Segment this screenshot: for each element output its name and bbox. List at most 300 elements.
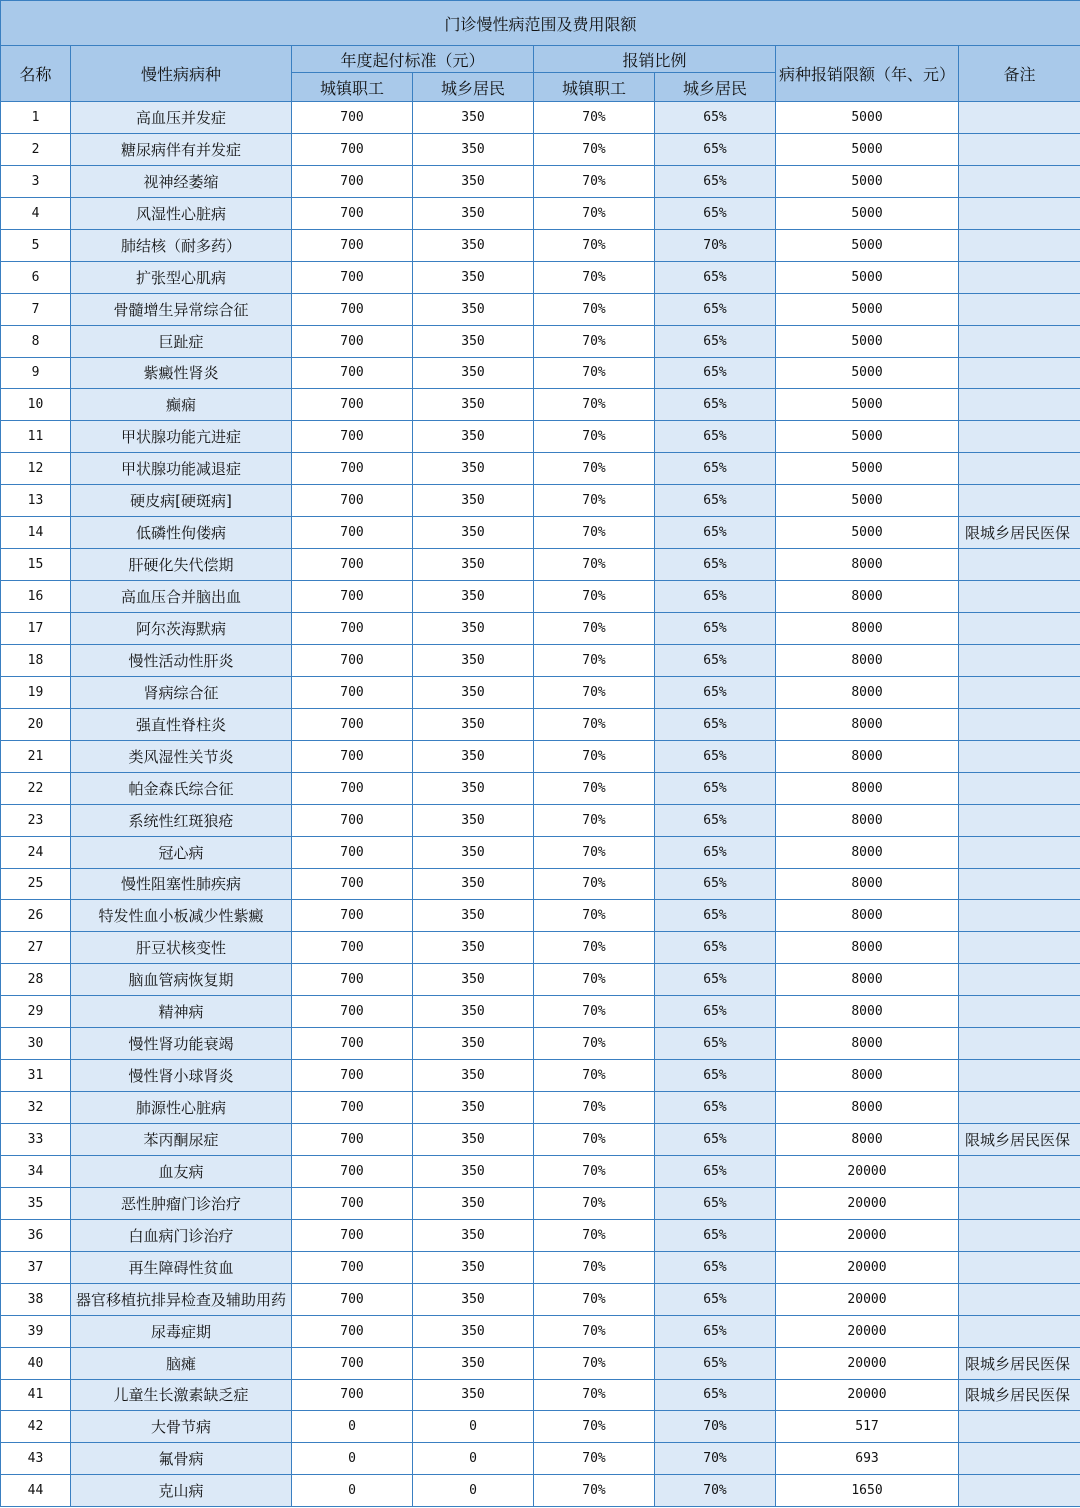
- cell-ratio-worker: 70%: [534, 357, 655, 389]
- cell-ratio-resident: 65%: [655, 1219, 776, 1251]
- cell-deductible-worker: 700: [292, 1187, 413, 1219]
- cell-index: 33: [1, 1124, 71, 1156]
- cell-ratio-worker: 70%: [534, 389, 655, 421]
- cell-deductible-resident: 350: [413, 868, 534, 900]
- cell-disease-name: 风湿性心脏病: [71, 197, 292, 229]
- cell-deductible-resident: 350: [413, 996, 534, 1028]
- cell-deductible-worker: 700: [292, 1347, 413, 1379]
- cell-index: 36: [1, 1219, 71, 1251]
- cell-ratio-resident: 65%: [655, 1155, 776, 1187]
- table-row: [1, 1155, 1080, 1187]
- cell-ratio-resident: 65%: [655, 325, 776, 357]
- cell-note: [959, 996, 1080, 1028]
- cell-limit: 8000: [776, 644, 959, 676]
- cell-limit: 5000: [776, 197, 959, 229]
- cell-disease-name: 糖尿病伴有并发症: [71, 133, 292, 165]
- cell-limit: 5000: [776, 229, 959, 261]
- cell-note: [959, 708, 1080, 740]
- cell-ratio-worker: 70%: [534, 1155, 655, 1187]
- cell-limit: 20000: [776, 1379, 959, 1411]
- cell-index: 28: [1, 964, 71, 996]
- cell-deductible-worker: 700: [292, 102, 413, 134]
- cell-note: [959, 964, 1080, 996]
- table-row: [1, 964, 1080, 996]
- cell-deductible-resident: 350: [413, 644, 534, 676]
- cell-disease-name: 低磷性佝偻病: [71, 517, 292, 549]
- cell-note: [959, 1283, 1080, 1315]
- cell-deductible-worker: 700: [292, 836, 413, 868]
- cell-ratio-resident: 65%: [655, 133, 776, 165]
- cell-deductible-worker: 700: [292, 165, 413, 197]
- cell-limit: 8000: [776, 996, 959, 1028]
- cell-note: [959, 613, 1080, 645]
- cell-ratio-worker: 70%: [534, 197, 655, 229]
- cell-note: [959, 836, 1080, 868]
- cell-deductible-resident: 350: [413, 932, 534, 964]
- cell-disease-name: 苯丙酮尿症: [71, 1124, 292, 1156]
- cell-ratio-resident: 65%: [655, 102, 776, 134]
- cell-index: 35: [1, 1187, 71, 1219]
- cell-disease-name: 紫癜性肾炎: [71, 357, 292, 389]
- cell-ratio-resident: 65%: [655, 676, 776, 708]
- cell-limit: 8000: [776, 804, 959, 836]
- cell-disease-name: 甲状腺功能亢进症: [71, 421, 292, 453]
- cell-ratio-worker: 70%: [534, 900, 655, 932]
- cell-disease-name: 高血压并发症: [71, 102, 292, 134]
- cell-index: 27: [1, 932, 71, 964]
- cell-deductible-worker: 700: [292, 1155, 413, 1187]
- cell-limit: 8000: [776, 613, 959, 645]
- cell-ratio-resident: 65%: [655, 740, 776, 772]
- table-row: [1, 1315, 1080, 1347]
- table-row: [1, 804, 1080, 836]
- cell-disease-name: 帕金森氏综合征: [71, 772, 292, 804]
- cell-deductible-worker: 700: [292, 644, 413, 676]
- table-row: [1, 389, 1080, 421]
- cell-note: [959, 804, 1080, 836]
- cell-ratio-resident: 65%: [655, 453, 776, 485]
- table-row: [1, 836, 1080, 868]
- table-row: [1, 1219, 1080, 1251]
- cell-deductible-resident: 350: [413, 453, 534, 485]
- cell-limit: 5000: [776, 517, 959, 549]
- table-row: [1, 1028, 1080, 1060]
- cell-disease-name: 恶性肿瘤门诊治疗: [71, 1187, 292, 1219]
- cell-ratio-worker: 70%: [534, 1315, 655, 1347]
- cell-limit: 20000: [776, 1251, 959, 1283]
- header-index: 名称: [1, 46, 71, 102]
- cell-note: [959, 1187, 1080, 1219]
- table-row: [1, 1347, 1080, 1379]
- cell-limit: 8000: [776, 900, 959, 932]
- cell-limit: 8000: [776, 868, 959, 900]
- cell-ratio-worker: 70%: [534, 1283, 655, 1315]
- cell-index: 7: [1, 293, 71, 325]
- table-row: [1, 1092, 1080, 1124]
- cell-note: [959, 1315, 1080, 1347]
- cell-ratio-resident: 65%: [655, 1315, 776, 1347]
- cell-index: 18: [1, 644, 71, 676]
- cell-disease-name: 硬皮病[硬斑病]: [71, 485, 292, 517]
- cell-deductible-resident: 350: [413, 964, 534, 996]
- cell-index: 22: [1, 772, 71, 804]
- cell-deductible-worker: 700: [292, 1251, 413, 1283]
- cell-note: [959, 293, 1080, 325]
- cell-ratio-resident: 65%: [655, 708, 776, 740]
- cell-ratio-worker: 70%: [534, 613, 655, 645]
- cell-note: [959, 868, 1080, 900]
- cell-disease-name: 癫痫: [71, 389, 292, 421]
- cell-limit: 5000: [776, 165, 959, 197]
- cell-note: 限城乡居民医保: [959, 1124, 1080, 1156]
- cell-ratio-worker: 70%: [534, 229, 655, 261]
- cell-index: 24: [1, 836, 71, 868]
- cell-ratio-worker: 70%: [534, 804, 655, 836]
- cell-deductible-resident: 350: [413, 1251, 534, 1283]
- table-body: [1, 102, 1080, 1507]
- cell-deductible-resident: 350: [413, 804, 534, 836]
- cell-ratio-worker: 70%: [534, 1092, 655, 1124]
- header-deductible-group: 年度起付标准（元）: [292, 46, 534, 73]
- cell-deductible-worker: 700: [292, 772, 413, 804]
- cell-ratio-resident: 65%: [655, 996, 776, 1028]
- cell-limit: 20000: [776, 1315, 959, 1347]
- cell-ratio-worker: 70%: [534, 868, 655, 900]
- cell-limit: 20000: [776, 1155, 959, 1187]
- cell-deductible-resident: 350: [413, 261, 534, 293]
- cell-disease-name: 器官移植抗排异检查及辅助用药: [71, 1283, 292, 1315]
- cell-deductible-worker: 700: [292, 804, 413, 836]
- cell-ratio-worker: 70%: [534, 581, 655, 613]
- cell-disease-name: 血友病: [71, 1155, 292, 1187]
- cell-note: [959, 1251, 1080, 1283]
- cell-ratio-worker: 70%: [534, 165, 655, 197]
- cell-limit: 5000: [776, 389, 959, 421]
- cell-deductible-worker: 700: [292, 357, 413, 389]
- cell-ratio-worker: 70%: [534, 1219, 655, 1251]
- cell-note: [959, 1219, 1080, 1251]
- cell-index: 9: [1, 357, 71, 389]
- cell-index: 10: [1, 389, 71, 421]
- cell-index: 11: [1, 421, 71, 453]
- cell-ratio-resident: 65%: [655, 868, 776, 900]
- cell-index: 30: [1, 1028, 71, 1060]
- cell-index: 1: [1, 102, 71, 134]
- cell-disease-name: 慢性活动性肝炎: [71, 644, 292, 676]
- cell-deductible-worker: 700: [292, 421, 413, 453]
- cell-deductible-resident: 350: [413, 1092, 534, 1124]
- cell-index: 19: [1, 676, 71, 708]
- cell-index: 39: [1, 1315, 71, 1347]
- cell-ratio-resident: 70%: [655, 1411, 776, 1443]
- cell-ratio-resident: 70%: [655, 229, 776, 261]
- cell-ratio-worker: 70%: [534, 708, 655, 740]
- cell-note: [959, 581, 1080, 613]
- cell-limit: 5000: [776, 357, 959, 389]
- cell-limit: 8000: [776, 708, 959, 740]
- cell-deductible-worker: 700: [292, 1315, 413, 1347]
- cell-ratio-resident: 65%: [655, 900, 776, 932]
- cell-disease-name: 再生障碍性贫血: [71, 1251, 292, 1283]
- cell-deductible-resident: 0: [413, 1411, 534, 1443]
- cell-note: 限城乡居民医保: [959, 517, 1080, 549]
- cell-ratio-worker: 70%: [534, 932, 655, 964]
- cell-ratio-worker: 70%: [534, 1475, 655, 1507]
- cell-deductible-resident: 350: [413, 1124, 534, 1156]
- cell-ratio-resident: 65%: [655, 165, 776, 197]
- cell-ratio-resident: 65%: [655, 261, 776, 293]
- cell-note: [959, 389, 1080, 421]
- cell-ratio-resident: 65%: [655, 1092, 776, 1124]
- cell-deductible-resident: 350: [413, 1379, 534, 1411]
- cell-ratio-resident: 65%: [655, 197, 776, 229]
- cell-limit: 5000: [776, 261, 959, 293]
- cell-ratio-resident: 65%: [655, 613, 776, 645]
- cell-limit: 8000: [776, 836, 959, 868]
- table-row: [1, 293, 1080, 325]
- cell-deductible-resident: 350: [413, 485, 534, 517]
- cell-index: 14: [1, 517, 71, 549]
- cell-deductible-resident: 350: [413, 900, 534, 932]
- cell-deductible-worker: 700: [292, 1028, 413, 1060]
- cell-deductible-resident: 350: [413, 229, 534, 261]
- cell-deductible-worker: 700: [292, 964, 413, 996]
- cell-deductible-resident: 350: [413, 421, 534, 453]
- cell-deductible-worker: 700: [292, 1124, 413, 1156]
- cell-index: 37: [1, 1251, 71, 1283]
- cell-disease-name: 肺源性心脏病: [71, 1092, 292, 1124]
- cell-ratio-resident: 65%: [655, 389, 776, 421]
- cell-deductible-resident: 350: [413, 1060, 534, 1092]
- cell-note: [959, 932, 1080, 964]
- cell-index: 4: [1, 197, 71, 229]
- cell-ratio-resident: 65%: [655, 1060, 776, 1092]
- cell-ratio-resident: 65%: [655, 804, 776, 836]
- cell-index: 2: [1, 133, 71, 165]
- cell-deductible-resident: 350: [413, 1347, 534, 1379]
- cell-index: 25: [1, 868, 71, 900]
- cell-deductible-resident: 350: [413, 1219, 534, 1251]
- table-row: [1, 772, 1080, 804]
- cell-disease-name: 特发性血小板减少性紫癜: [71, 900, 292, 932]
- cell-deductible-resident: 350: [413, 1028, 534, 1060]
- cell-ratio-resident: 65%: [655, 964, 776, 996]
- cell-ratio-worker: 70%: [534, 836, 655, 868]
- cell-limit: 8000: [776, 1060, 959, 1092]
- cell-note: [959, 421, 1080, 453]
- header-ratio-resident: 城乡居民: [655, 73, 776, 102]
- cell-index: 16: [1, 581, 71, 613]
- cell-index: 13: [1, 485, 71, 517]
- cell-deductible-worker: 700: [292, 868, 413, 900]
- cell-index: 6: [1, 261, 71, 293]
- cell-ratio-worker: 70%: [534, 261, 655, 293]
- cell-disease-name: 大骨节病: [71, 1411, 292, 1443]
- table-row: [1, 1379, 1080, 1411]
- cell-ratio-worker: 70%: [534, 517, 655, 549]
- cell-deductible-resident: 350: [413, 389, 534, 421]
- cell-deductible-worker: 700: [292, 932, 413, 964]
- cell-disease-name: 慢性肾小球肾炎: [71, 1060, 292, 1092]
- cell-deductible-worker: 700: [292, 676, 413, 708]
- cell-ratio-resident: 65%: [655, 1347, 776, 1379]
- cell-deductible-worker: 700: [292, 325, 413, 357]
- cell-ratio-worker: 70%: [534, 996, 655, 1028]
- cell-note: [959, 197, 1080, 229]
- cell-ratio-worker: 70%: [534, 740, 655, 772]
- table-row: [1, 357, 1080, 389]
- cell-ratio-worker: 70%: [534, 1124, 655, 1156]
- cell-limit: 8000: [776, 1092, 959, 1124]
- table-row: [1, 644, 1080, 676]
- cell-limit: 8000: [776, 964, 959, 996]
- cell-note: [959, 1028, 1080, 1060]
- table-row: [1, 421, 1080, 453]
- cell-note: [959, 676, 1080, 708]
- cell-deductible-worker: 700: [292, 485, 413, 517]
- cell-index: 44: [1, 1475, 71, 1507]
- cell-deductible-worker: 700: [292, 900, 413, 932]
- cell-limit: 5000: [776, 293, 959, 325]
- cell-deductible-worker: 700: [292, 1092, 413, 1124]
- cell-deductible-resident: 350: [413, 357, 534, 389]
- table-row: [1, 485, 1080, 517]
- cell-deductible-worker: 700: [292, 389, 413, 421]
- cell-limit: 8000: [776, 772, 959, 804]
- cell-disease-name: 巨趾症: [71, 325, 292, 357]
- cell-disease-name: 肝硬化失代偿期: [71, 549, 292, 581]
- cell-limit: 5000: [776, 325, 959, 357]
- cell-ratio-worker: 70%: [534, 549, 655, 581]
- cell-disease-name: 脑血管病恢复期: [71, 964, 292, 996]
- header-ratio-group: 报销比例: [534, 46, 776, 73]
- cell-limit: 517: [776, 1411, 959, 1443]
- table-row: [1, 102, 1080, 134]
- table-row: [1, 261, 1080, 293]
- table-row: [1, 932, 1080, 964]
- cell-index: 43: [1, 1443, 71, 1475]
- cell-disease-name: 精神病: [71, 996, 292, 1028]
- cell-ratio-worker: 70%: [534, 325, 655, 357]
- cell-disease-name: 甲状腺功能减退症: [71, 453, 292, 485]
- cell-ratio-worker: 70%: [534, 1060, 655, 1092]
- cell-deductible-resident: 350: [413, 613, 534, 645]
- cell-deductible-resident: 350: [413, 708, 534, 740]
- cell-ratio-worker: 70%: [534, 676, 655, 708]
- cell-deductible-worker: 700: [292, 1060, 413, 1092]
- cell-ratio-resident: 65%: [655, 1251, 776, 1283]
- table-row: [1, 197, 1080, 229]
- cell-note: 限城乡居民医保: [959, 1379, 1080, 1411]
- table-row: [1, 996, 1080, 1028]
- cell-deductible-resident: 350: [413, 325, 534, 357]
- table-row: [1, 325, 1080, 357]
- table-row: [1, 581, 1080, 613]
- cell-index: 42: [1, 1411, 71, 1443]
- cell-ratio-resident: 65%: [655, 549, 776, 581]
- cell-limit: 8000: [776, 676, 959, 708]
- table-row: [1, 165, 1080, 197]
- cell-ratio-worker: 70%: [534, 1443, 655, 1475]
- cell-deductible-worker: 700: [292, 1379, 413, 1411]
- cell-deductible-resident: 350: [413, 1187, 534, 1219]
- cell-deductible-resident: 350: [413, 133, 534, 165]
- cell-deductible-resident: 0: [413, 1443, 534, 1475]
- cell-index: 5: [1, 229, 71, 261]
- cell-index: 12: [1, 453, 71, 485]
- cell-deductible-worker: 700: [292, 229, 413, 261]
- cell-disease-name: 系统性红斑狼疮: [71, 804, 292, 836]
- cell-index: 3: [1, 165, 71, 197]
- cell-note: 限城乡居民医保: [959, 1347, 1080, 1379]
- cell-disease-name: 儿童生长激素缺乏症: [71, 1379, 292, 1411]
- cell-index: 31: [1, 1060, 71, 1092]
- cell-note: [959, 165, 1080, 197]
- cell-note: [959, 772, 1080, 804]
- cell-ratio-resident: 65%: [655, 836, 776, 868]
- cell-ratio-resident: 65%: [655, 581, 776, 613]
- cell-limit: 20000: [776, 1347, 959, 1379]
- cell-disease-name: 肝豆状核变性: [71, 932, 292, 964]
- cell-disease-name: 肾病综合征: [71, 676, 292, 708]
- cell-deductible-resident: 350: [413, 772, 534, 804]
- cell-limit: 8000: [776, 1124, 959, 1156]
- cell-ratio-worker: 70%: [534, 772, 655, 804]
- cell-disease-name: 冠心病: [71, 836, 292, 868]
- cell-note: [959, 740, 1080, 772]
- cell-deductible-worker: 700: [292, 581, 413, 613]
- cell-deductible-resident: 350: [413, 1315, 534, 1347]
- cell-disease-name: 视神经萎缩: [71, 165, 292, 197]
- table-row: [1, 1060, 1080, 1092]
- cell-ratio-worker: 70%: [534, 1347, 655, 1379]
- table-row: [1, 900, 1080, 932]
- cell-ratio-resident: 65%: [655, 517, 776, 549]
- cell-deductible-worker: 700: [292, 996, 413, 1028]
- cell-note: [959, 900, 1080, 932]
- cell-disease-name: 肺结核（耐多药）: [71, 229, 292, 261]
- cell-ratio-resident: 65%: [655, 293, 776, 325]
- cell-limit: 8000: [776, 932, 959, 964]
- cell-note: [959, 485, 1080, 517]
- table-title: 门诊慢性病范围及费用限额: [1, 1, 1080, 46]
- cell-note: [959, 1155, 1080, 1187]
- cell-ratio-resident: 65%: [655, 357, 776, 389]
- cell-deductible-resident: 350: [413, 517, 534, 549]
- cell-note: [959, 1411, 1080, 1443]
- table-row: [1, 1475, 1080, 1507]
- cell-limit: 5000: [776, 453, 959, 485]
- cell-ratio-worker: 70%: [534, 453, 655, 485]
- cell-note: [959, 357, 1080, 389]
- cell-ratio-worker: 70%: [534, 1411, 655, 1443]
- cell-note: [959, 261, 1080, 293]
- cell-ratio-worker: 70%: [534, 102, 655, 134]
- table-row: [1, 708, 1080, 740]
- cell-deductible-worker: 700: [292, 1283, 413, 1315]
- cell-deductible-resident: 350: [413, 676, 534, 708]
- header-note: 备注: [959, 46, 1080, 102]
- cell-deductible-worker: 700: [292, 549, 413, 581]
- cell-index: 38: [1, 1283, 71, 1315]
- cell-note: [959, 1092, 1080, 1124]
- cell-deductible-worker: 700: [292, 740, 413, 772]
- cell-deductible-resident: 350: [413, 293, 534, 325]
- cell-ratio-resident: 70%: [655, 1443, 776, 1475]
- cell-ratio-resident: 65%: [655, 1124, 776, 1156]
- table-row: [1, 740, 1080, 772]
- cell-disease-name: 白血病门诊治疗: [71, 1219, 292, 1251]
